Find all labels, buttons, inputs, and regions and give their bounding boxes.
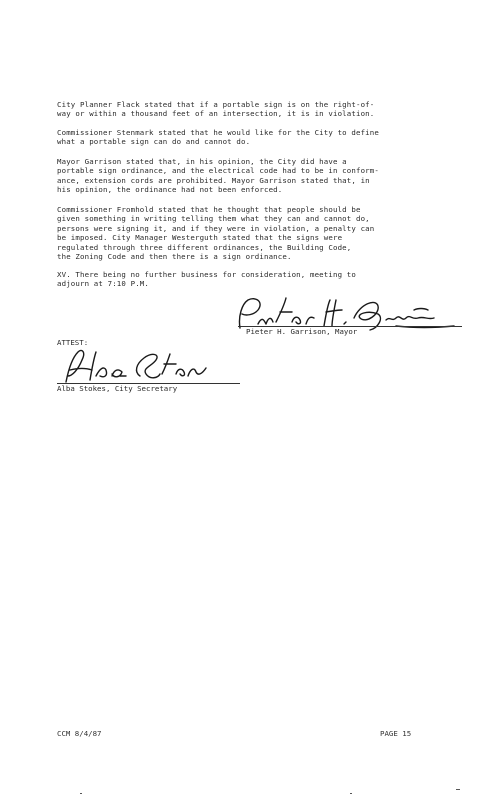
paragraph-stenmark-statement: Commissioner Stenmark stated that he would like for the City to define what a portable sign can do and cannot do. xyxy=(57,128,379,147)
mayor-signature-caption: Pieter H. Garrison, Mayor xyxy=(246,327,358,336)
scan-speck xyxy=(350,793,352,794)
paragraph-planner-statement: City Planner Flack stated that if a portable sign is on the right-of- way or within a thousand feet of an intersection, it is in violation. xyxy=(57,100,375,119)
secretary-signature-caption: Alba Stokes, City Secretary xyxy=(57,384,178,393)
scan-speck xyxy=(80,793,82,794)
paragraph-adjournment: XV. There being no further business for consideration, meeting to adjourn at 7:10 P.M. xyxy=(57,270,356,289)
paragraph-garrison-statement: Mayor Garrison stated that, in his opinion, the City did have a portable sign ordinance, and the electrical code had to be in conform- ance, extension cords are prohibited. Mayor Garrison stated that, in his opinion, the ordinance had not been enforced. xyxy=(57,157,379,195)
secretary-handwritten-signature xyxy=(60,346,210,386)
paragraph-fromhold-statement: Commissioner Fromhold stated that he thought that people should be given something in writing telling them what they can and cannot do, persons were signing it, and if they were in violation, a penalty can be imposed. City Manager Westerguth stated that the signs were regulated through three different ordinances, the Building Code, the Zoning Code and then there is a sign ordinance. xyxy=(57,205,375,262)
footer-page-number: PAGE 15 xyxy=(380,729,412,738)
footer-date: CCM 8/4/87 xyxy=(57,729,102,738)
attest-label: ATTEST: xyxy=(57,338,89,347)
scan-speck xyxy=(456,789,460,790)
